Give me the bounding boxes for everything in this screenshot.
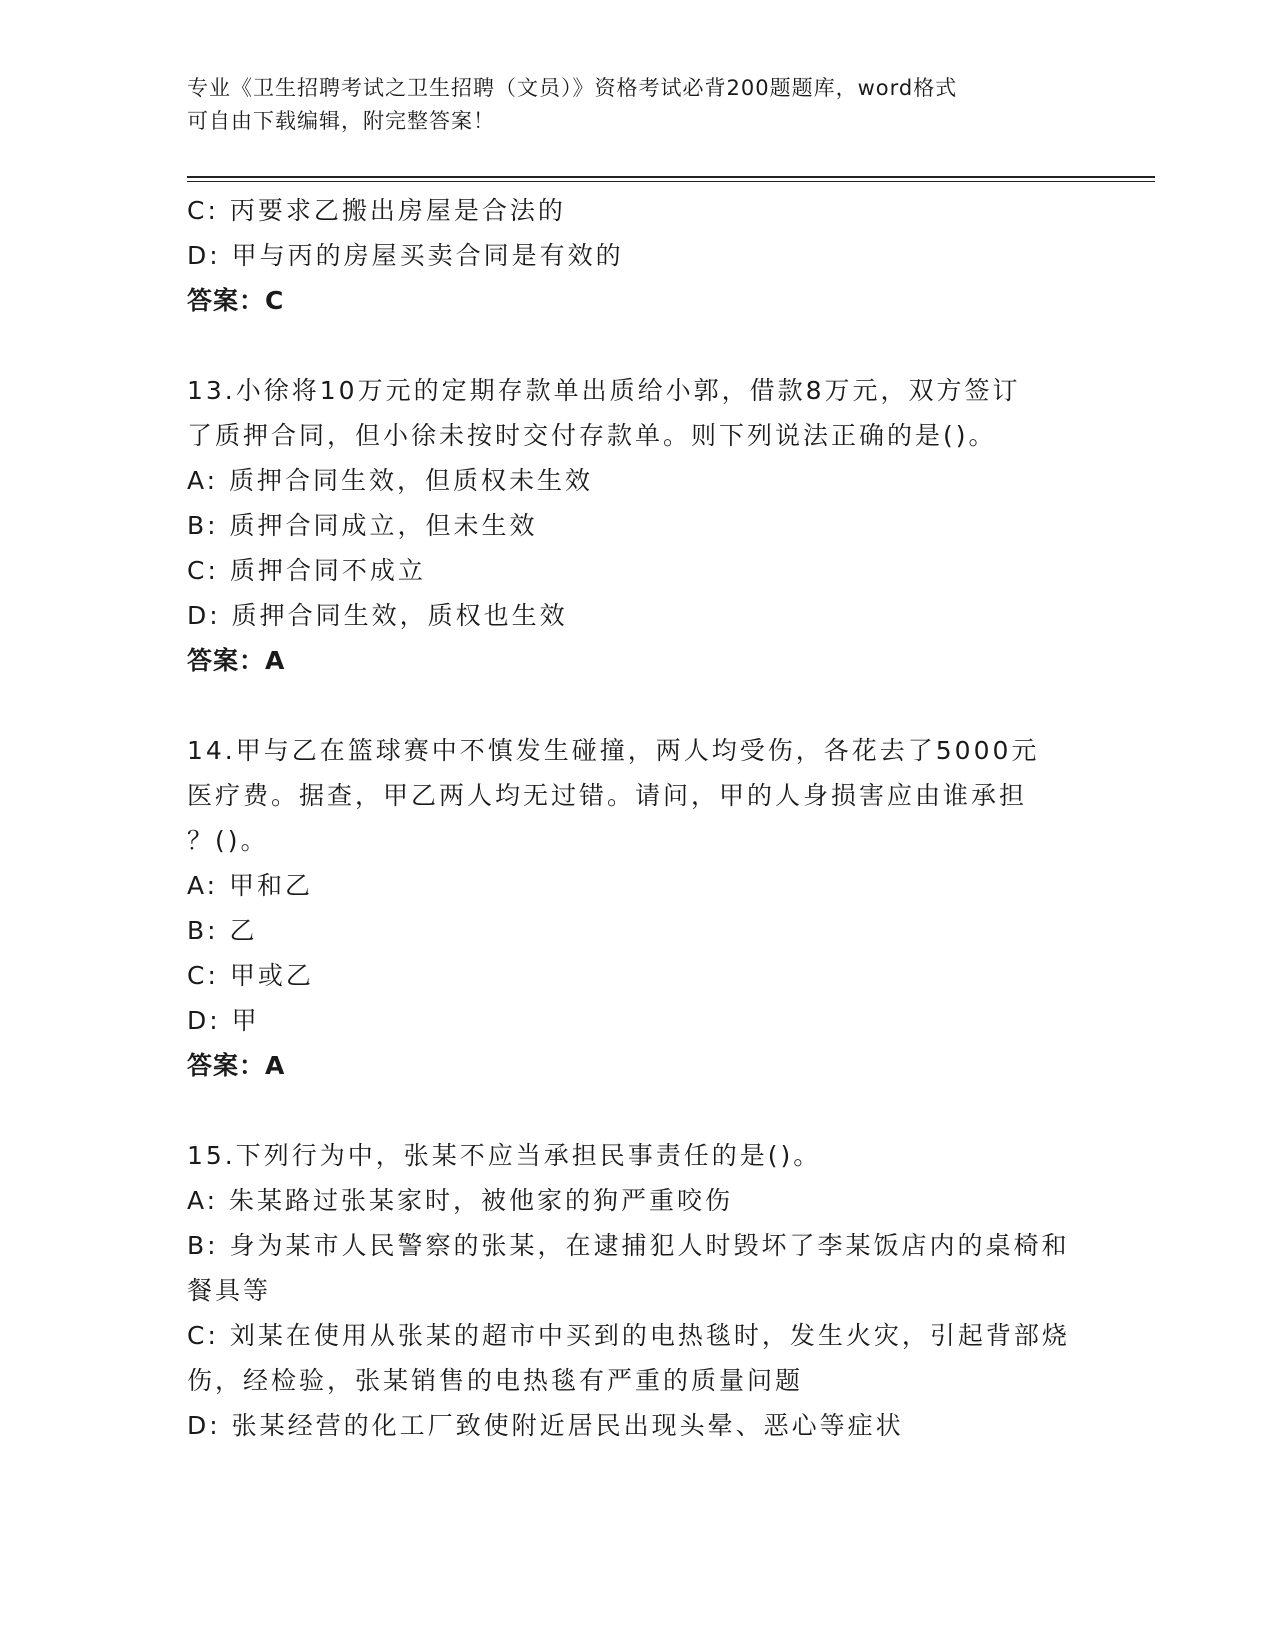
question-stem: 13.小徐将10万元的定期存款单出质给小郭，借款8万元，双方签订 — [187, 376, 1021, 405]
question-15 — [187, 1133, 1077, 1448]
option-d: D: 质押合同生效，质权也生效 — [187, 601, 568, 630]
option-b: B: 乙 — [187, 916, 258, 945]
question-stem: 了质押合同，但小徐未按时交付存款单。则下列说法正确的是()。 — [187, 421, 997, 450]
option-a: A: 质押合同生效，但质权未生效 — [187, 466, 594, 495]
question-stem: ？()。 — [187, 826, 269, 855]
option-c: C: 刘某在使用从张某的超市中买到的电热毯时，发生火灾，引起背部烧伤，经检验，张某销售的电热毯有严重的质量问题 — [187, 1321, 1070, 1395]
option-c: C: 质押合同不成立 — [187, 556, 426, 585]
question-12-tail — [187, 188, 1077, 323]
option-c: C: 甲或乙 — [187, 961, 314, 990]
option-b: B: 质押合同成立，但未生效 — [187, 511, 538, 540]
question-13 — [187, 368, 1077, 683]
question-14 — [187, 728, 1077, 1088]
document-header — [187, 72, 1067, 138]
header-title-line-2: 可自由下载编辑，附完整答案！ — [187, 109, 495, 133]
question-stem: 15.下列行为中，张某不应当承担民事责任的是()。 — [187, 1141, 822, 1170]
spacer — [187, 683, 1077, 728]
header-divider — [187, 176, 1155, 182]
header-title-line-1: 专业《卫生招聘考试之卫生招聘（文员）》资格考试必背200题题库，word格式 — [187, 76, 958, 100]
question-stem: 医疗费。据查，甲乙两人均无过错。请问，甲的人身损害应由谁承担 — [187, 781, 1028, 810]
answer: 答案：A — [187, 1051, 286, 1080]
answer: 答案：C — [187, 286, 285, 315]
question-stem: 14.甲与乙在篮球赛中不慎发生碰撞，两人均受伤，各花去了5000元 — [187, 736, 1040, 765]
option-d: D: 甲与丙的房屋买卖合同是有效的 — [187, 241, 624, 270]
option-b: B: 身为某市人民警察的张某，在逮捕犯人时毁坏了李某饭店内的桌椅和餐具等 — [187, 1231, 1070, 1305]
spacer — [187, 1088, 1077, 1133]
option-d: D: 甲 — [187, 1006, 260, 1035]
option-a: A: 朱某路过张某家时，被他家的狗严重咬伤 — [187, 1186, 734, 1215]
question-content — [187, 188, 1077, 1448]
option-d: D: 张某经营的化工厂致使附近居民出现头晕、恶心等症状 — [187, 1411, 904, 1440]
option-a: A: 甲和乙 — [187, 871, 314, 900]
option-c: C: 丙要求乙搬出房屋是合法的 — [187, 196, 566, 225]
spacer — [187, 323, 1077, 368]
answer: 答案：A — [187, 646, 286, 675]
